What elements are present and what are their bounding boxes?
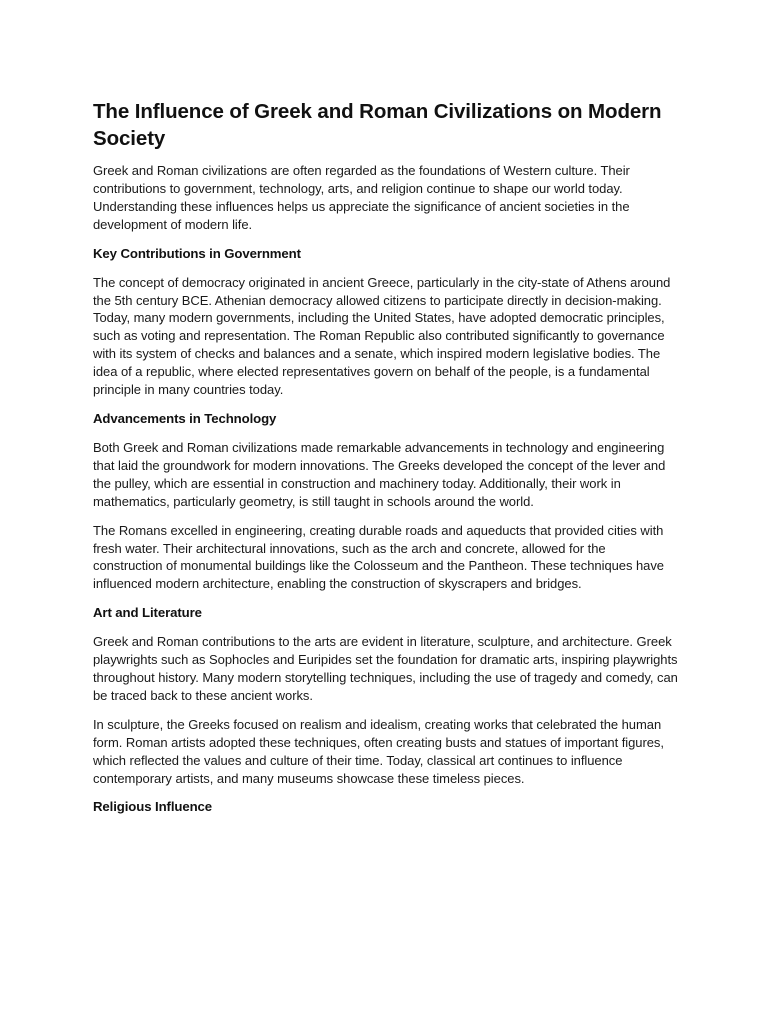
paragraph-government-1: The concept of democracy originated in ancient Greece, particularly in the city-state of Athens around the 5th century BCE. Athenian democracy allowed citizens to participate directly in decision-making. Today, many modern governments, including the United States, have adopted democratic principles, such as voting and representation. The Roman Republic also contributed significantly to governance with its system of checks and balances and a senate, which inspired modern legislative bodies. The idea of a republic, where elected representatives govern on behalf of the people, is a fundamental principle in many countries today. (93, 274, 671, 398)
section-heading-religion: Religious Influence (93, 799, 213, 815)
document-page (93, 98, 678, 827)
intro-paragraph: Greek and Roman civilizations are often regarded as the foundations of Western culture. Their contributions to government, technology, arts, and religion continue to shape our world today. Understanding these influences helps us appreciate the significance of ancient societies in the development of modern life. (93, 163, 630, 232)
paragraph-art-1: Greek and Roman contributions to the arts are evident in literature, sculpture, and architecture. Greek playwrights such as Sophocles and Euripides set the foundation for dramatic arts, inspiring playwrights throughout history. Many modern storytelling techniques, including the use of tragedy and comedy, can be traced back to these ancient works. (93, 634, 678, 703)
document-title: The Influence of Greek and Roman Civilizations on Modern Society (93, 100, 662, 150)
paragraph-technology-2: The Romans excelled in engineering, creating durable roads and aqueducts that provided cities with fresh water. Their architectural innovations, such as the arch and concrete, allowed for the construction of monumental buildings like the Colosseum and the Pantheon. These techniques have influenced modern architecture, enabling the construction of skyscrapers and bridges. (93, 522, 664, 592)
section-heading-government: Key Contributions in Government (93, 245, 301, 261)
paragraph-technology-1: Both Greek and Roman civilizations made remarkable advancements in technology and engineering that laid the groundwork for modern innovations. The Greeks developed the concept of the lever and the pulley, which are essential in construction and machinery today. Additionally, their work in mathematics, particularly geometry, is still taught in schools around the world. (93, 439, 666, 509)
paragraph-art-2: In sculpture, the Greeks focused on realism and idealism, creating works that celebrated the human form. Roman artists adopted these techniques, often creating busts and statues of important figures, which reflected the values and culture of their time. Today, classical art continues to influence contemporary artists, and many museums showcase these timeless pieces. (93, 716, 664, 786)
section-heading-art: Art and Literature (93, 605, 202, 621)
section-heading-technology: Advancements in Technology (93, 410, 277, 426)
